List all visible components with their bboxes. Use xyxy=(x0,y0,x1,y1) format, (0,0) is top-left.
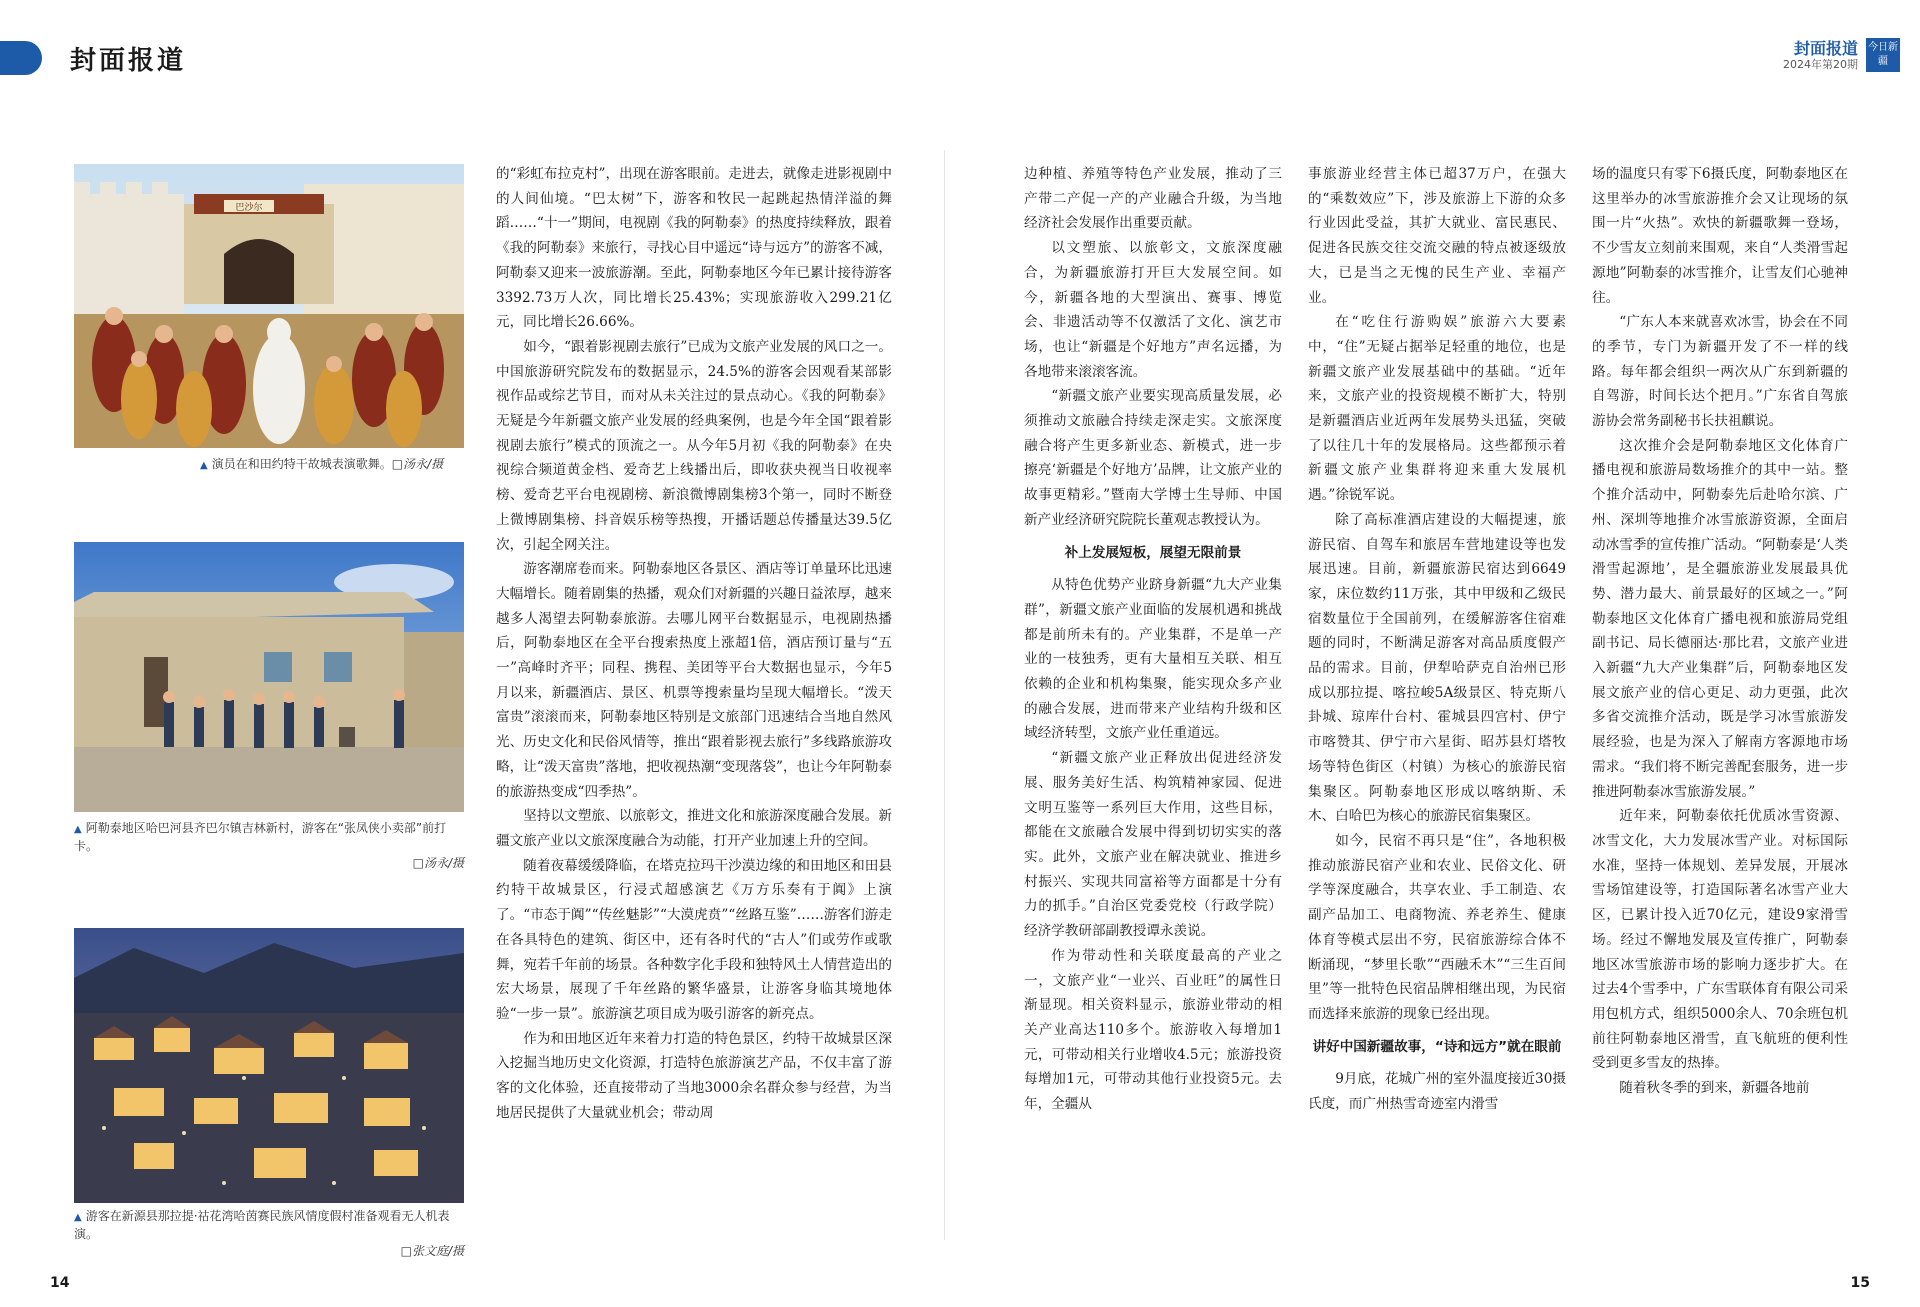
article-column-3 xyxy=(1308,162,1566,1117)
section-title: 封面报道 xyxy=(70,46,187,76)
section-tab-marker xyxy=(0,41,42,75)
caption-text: 游客在新源县那拉提·祜花湾哈茵赛民族风情度假村准备观看无人机表演。 xyxy=(74,1209,450,1241)
caption-text: 演员在和田约特干故城表演歌舞。 xyxy=(211,457,392,471)
photo-caption xyxy=(200,456,464,474)
paragraph: 边种植、养殖等特色产业发展，推动了三产带二产促一产的产业融合升级，为当地经济社会发展作出重要贡献。 xyxy=(1024,166,1282,232)
paragraph: “广东人本来就喜欢冰雪，协会在不同的季节，专门为新疆开发了不一样的线路。每年都会组织一两次从广东到新疆的自驾游，时间长达个把月。”广东省自驾旅游协会常务副秘书长扶祖麒说。 xyxy=(1592,314,1848,430)
paragraph: 随着秋冬季的到来，新疆各地前 xyxy=(1619,1080,1810,1097)
photo-credit: □汤永/摄 xyxy=(391,457,444,471)
paragraph: 近年来，阿勒泰依托优质冰雪资源、冰雪文化，大力发展冰雪产业。对标国际水准，坚持一体规划、差异发展，开展冰雪场馆建设等，打造国际著名冰雪产业大区，已累计投入近70亿元，建设9家滑雪场。经过不懈地发展及宣传推广，阿勒泰地区冰雪旅游市场的影响力逐步扩大。在过去4个雪季中，广东雪联体育有限公司采用包机方式，组织5000余人、70余班包机前往阿勒泰地区滑雪，直飞航班的便利性受到更多雪友的热捧。 xyxy=(1592,808,1848,1072)
paragraph: 从特色优势产业跻身新疆“九大产业集群”，新疆文旅产业面临的发展机遇和挑战都是前所未有的。产业集群，不是单一产业的一枝独秀，更有大量相互关联、相互依赖的企业和机构集聚，能实现众多产业的融合发展，进而带来产业结构升级和区域经济转型，文旅产业任重道远。 xyxy=(1024,577,1282,742)
paragraph: 9月底，花城广州的室外温度接近30摄氏度，而广州热雪奇迹室内滑雪 xyxy=(1308,1071,1566,1113)
paragraph: 除了高标准酒店建设的大幅提速，旅游民宿、自驾车和旅居车营地建设等也发展迅速。目前，新疆旅游民宿达到6649家，床位数约11万张，其中甲级和乙级民宿数量位于全国前列，在缓解游客住宿难题的同时，不断满足游客对高品质度假产品的需求。目前，伊犁哈萨克自治州已形成以那拉提、喀拉峻5A级景区、特克斯八卦城、琼库什台村、霍城县四宫村、伊宁市喀赞其、伊宁市六星街、昭苏县灯塔牧场等特色街区（村镇）为核心的旅游民宿集聚区。阿勒泰地区形成以喀纳斯、禾木、白哈巴为核心的旅游民宿集聚区。 xyxy=(1308,511,1566,825)
paragraph: 随着夜幕缓缓降临，在塔克拉玛干沙漠边缘的和田地区和田县约特干故城景区，行浸式超感演艺《万方乐奏有于阗》上演了。“市态于阗”“传丝魅影”“大漠虎贲”“丝路互鉴”……游客们游走在各具特色的建筑、街区中，还有各时代的“古人”们或劳作或歌舞，宛若千年前的场景。各种数字化手段和独特风土人情营造出的宏大场景，展现了千年丝路的繁华盛景，让游客身临其境地体验“一步一景”。旅游演艺项目成为吸引游客的新亮点。 xyxy=(496,857,892,1022)
paragraph: 在“吃住行游购娱”旅游六大要素中，“住”无疑占据举足轻重的地位，也是新疆文旅产业发展基础中的基础。“近年来，文旅产业的投资规模不断扩大，特别是新疆酒店业近两年发展势头迅猛，突破了以往几十年的发展格局。这些都预示着新疆文旅产业集群将迎来重大发展机遇。”徐锐军说。 xyxy=(1308,314,1566,504)
paragraph: 游客潮席卷而来。阿勒泰地区各景区、酒店等订单量环比迅速大幅增长。随着剧集的热播，观众们对新疆的兴趣日益浓厚，越来越多人渴望去阿勒泰旅游。去哪儿网平台数据显示，电视剧热播后，阿勒泰地区在全平台搜索热度上涨超1倍，酒店预订量与“五一”高峰时齐平；同程、携程、美团等平台大数据也显示，今年5月以来，新疆酒店、景区、机票等搜索量均呈现大幅增长。“泼天富贵”滚滚而来，阿勒泰地区特别是文旅部门迅速结合当地自然风光、历史文化和民俗风情等，推出“跟着影视去旅行”多线路旅游攻略，让“泼天富贵”落地，把收视热潮“变现落袋”，也让今年阿勒泰的旅游热变成“四季热”。 xyxy=(496,561,892,800)
photo-village xyxy=(74,542,464,812)
photo-credit: □张文庭/摄 xyxy=(400,1244,464,1258)
triangle-icon: ▲ xyxy=(74,1212,82,1223)
paragraph: “新疆文旅产业要实现高质量发展，必须推动文旅融合持续走深走实。文旅深度融合将产生更多新业态、新模式，进一步擦亮‘新疆是个好地方’品牌，让文旅产业的故事更精彩。”暨南大学博士生导师、中国新产业经济研究院院长董观志教授认为。 xyxy=(1024,388,1282,528)
paragraph: 如今，“跟着影视剧去旅行”已成为文旅产业发展的风口之一。中国旅游研究院发布的数据显示，24.5%的游客会因观看某部影视作品或综艺节目，而对从未关注过的景点动心。《我的阿勒泰》无疑是今年新疆文旅产业发展的经典案例，也是今年全国“跟着影视剧去旅行”模式的顶流之一。从今年5月初《我的阿勒泰》在央视综合频道黄金档、爱奇艺上线播出后，即收获央视当日收视率榜、爱奇艺平台电视剧榜、新浪微博剧集榜3个第一，同时不断登上微博剧集榜、抖音娱乐榜等热搜，开播话题总传播量达39.5亿次，引起全网关注。 xyxy=(496,338,892,553)
issue-number: 2024年第20期 xyxy=(1783,58,1858,71)
triangle-icon: ▲ xyxy=(200,460,208,471)
photo-credit: □汤永/摄 xyxy=(412,856,464,870)
photo-caption xyxy=(74,1208,464,1260)
paragraph: “新疆文旅产业正释放出促进经济发展、服务美好生活、构筑精神家园、促进文明互鉴等一系列巨大作用，这些目标，都能在文旅融合发展中得到切切实实的落实。此外，文旅产业在解决就业、推进乡村振兴、实现共同富裕等方面都是十分有力的抓手。”自治区党委党校（行政学院）经济学教研部副教授谭永羡说。 xyxy=(1024,750,1282,940)
page-gutter xyxy=(944,150,945,1240)
section-heading: 讲好中国新疆故事，“诗和远方”就在眼前 xyxy=(1312,1038,1562,1055)
paragraph: 场的温度只有零下6摄氏度，阿勒泰地区在这里举办的冰雪旅游推介会又让现场的氛围一片“火热”。欢快的新疆歌舞一登场，不少雪友立刻前来围观，来自“人类滑雪起源地”阿勒泰的冰雪推介，让雪友们心驰神往。 xyxy=(1592,166,1848,306)
paragraph: 的“彩虹布拉克村”，出现在游客眼前。走进去，就像走进影视剧中的人间仙境。“巴太树”下，游客和牧民一起跳起热情洋溢的舞蹈……“十一”期间，电视剧《我的阿勒泰》的热度持续释放，跟着《我的阿勒泰》来旅行，寻找心目中遥远“诗与远方”的游客不减，阿勒泰又迎来一波旅游潮。至此，阿勒泰地区今年已累计接待游客3392.73万人次，同比增长25.43%；实现旅游收入299.21亿元，同比增长26.66%。 xyxy=(496,166,892,331)
article-column-2 xyxy=(1024,162,1282,1117)
section-heading: 补上发展短板，展望无限前景 xyxy=(1064,544,1242,561)
paragraph: 作为和田地区近年来着力打造的特色景区，约特干故城景区深入挖掘当地历史文化资源，打造特色旅游演艺产品，不仅丰富了游客的文化体验，还直接带动了当地3000余名群众参与经营，为当地居民提供了大量就业机会；带动周 xyxy=(496,1030,892,1121)
article-column-4 xyxy=(1592,162,1848,1101)
triangle-icon: ▲ xyxy=(74,824,82,835)
brand-badge: 今日新疆 xyxy=(1866,38,1900,72)
brand-block xyxy=(1783,40,1858,71)
photo-caption xyxy=(74,820,464,872)
caption-text: 阿勒泰地区哈巴河县齐巴尔镇吉林新村，游客在“张凤侠小卖部”前打卡。 xyxy=(74,821,447,853)
paragraph: 这次推介会是阿勒泰地区文化体育广播电视和旅游局数场推介的其中一站。整个推介活动中，阿勒泰先后赴哈尔滨、广州、深圳等地推介冰雪旅游资源，全面启动冰雪季的宣传推广活动。“阿勒泰是‘人类滑雪起源地’，是全疆旅游业发展最具优势、潜力最大、前景最好的区域之一。”阿勒泰地区文化体育广播电视和旅游局党组副书记、局长德丽达·那比君，文旅产业进入新疆“九大产业集群”后，阿勒泰地区发展文旅产业的信心更足、动力更强，此次多省交流推介活动，既是学习冰雪旅游发展经验，也是为深入了解南方客源地市场需求。“我们将不断完善配套服务，进一步推进阿勒泰冰雪旅游发展。” xyxy=(1592,437,1848,800)
photo-performers xyxy=(74,164,464,448)
paragraph: 如今，民宿不再只是“住”，各地积极推动旅游民宿产业和农业、民俗文化、研学等深度融合，共享农业、手工制造、农副产品加工、电商物流、养老养生、健康体育等模式层出不穷，民宿旅游综合体不断涌现，“梦里长歌”“西融禾木”“三生百间里”等一批特色民宿品牌相继出现，为民宿而选择来旅游的现象已经出现。 xyxy=(1308,832,1566,1022)
page-number-left: 14 xyxy=(50,1275,70,1291)
paragraph: 以文塑旅、以旅彰文，文旅深度融合，为新疆旅游打开巨大发展空间。如今，新疆各地的大型演出、赛事、博览会、非遗活动等不仅激活了文化、演艺市场，也让“新疆是个好地方”声名远播，为各地带来滚滚客流。 xyxy=(1024,240,1282,380)
paragraph: 事旅游业经营主体已超37万户，在强大的“乘数效应”下，涉及旅游上下游的众多行业因此受益，其扩大就业、富民惠民、促进各民族交往交流交融的特点被逐级放大，已是当之无愧的民生产业、幸福产业。 xyxy=(1308,166,1566,306)
photo-night-resort xyxy=(74,928,464,1203)
paragraph: 坚持以文塑旅、以旅彰文，推进文化和旅游深度融合发展。新疆文旅产业以文旅深度融合为动能，打开产业加速上升的空间。 xyxy=(496,808,892,849)
article-column-1 xyxy=(496,162,892,1125)
paragraph: 作为带动性和关联度最高的产业之一，文旅产业“一业兴、百业旺”的属性日渐显现。相关资料显示，旅游业带动的相关产业高达110多个。旅游收入每增加1元，可带动相关行业增收4.5元；旅游投资每增加1元，可带动其他行业投资5元。去年，全疆从 xyxy=(1024,947,1282,1113)
brand-name: 封面报道 xyxy=(1793,39,1858,58)
gate-sign: 巴沙尔 xyxy=(235,203,263,213)
page-number-right: 15 xyxy=(1850,1275,1870,1291)
